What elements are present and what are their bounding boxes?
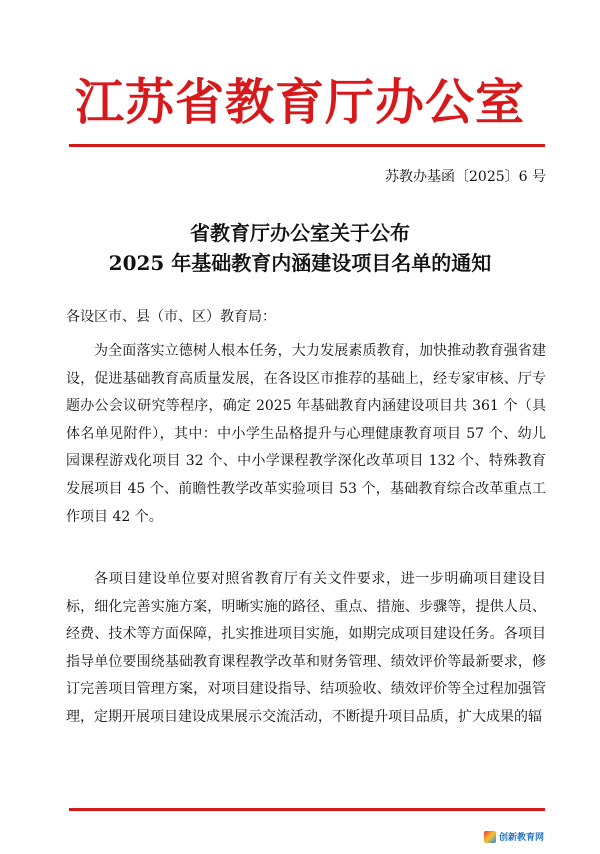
- salutation: 各设区市、县（市、区）教育局：: [66, 309, 276, 325]
- footer-divider: [69, 808, 545, 811]
- body-paragraph: [66, 338, 546, 531]
- paragraph-2-text: 各项目建设单位要对照省教育厅有关文件要求，进一步明确项目建设目标，细化完善实施方案，明晰实施的路径、重点、措施、步骤等，提供人员、经费、技术等方面保障，扎实推进项目实施，如期完成项目建设任务。各项目指导单位要围绕基础教育课程教学改革和财务管理、绩效评价等最新要求，修订完善项目管理方案，对项目建设指导、结项验收、绩效评价等全过程加强管理，定期开展项目建设成果展示交流活动，不断提升项目品质，扩大成果的辐: [66, 571, 546, 725]
- watermark-text: 创新教育网: [498, 833, 544, 843]
- letterhead-title: 江苏省教育厅办公室: [74, 73, 525, 131]
- document-title-line-2: 2025 年基础教育内涵建设项目名单的通知: [108, 251, 492, 275]
- paragraph-1-text: 为全面落实立德树人根本任务，大力发展素质教育，加快推动教育强省建设，促进基础教育高质量发展，在各设区市推荐的基础上，经专家审核、厅专题办公会议研究等程序，确定 2025 年基础教育内涵建设项目共 361 个（具体名单见附件），其中：中小学生品格提升与心理健康教育项目 57 个、幼儿园课程游戏化项目 32 个、中小学课程教学深化改革项目 132 个、特殊教育发展项目 45 个、前瞻性教学改革实验项目 53 个，基础教育综合改革重点工作项目 42 个。: [66, 343, 546, 525]
- watermark: [484, 830, 544, 843]
- document-title-line-1: 省教育厅办公室关于公布: [190, 221, 410, 245]
- body-paragraph: [66, 566, 546, 732]
- logo-icon: [484, 831, 496, 843]
- document-title: [0, 218, 600, 278]
- letterhead-divider: [69, 144, 545, 147]
- document-number: 苏教办基函〔2025〕6 号: [385, 169, 546, 185]
